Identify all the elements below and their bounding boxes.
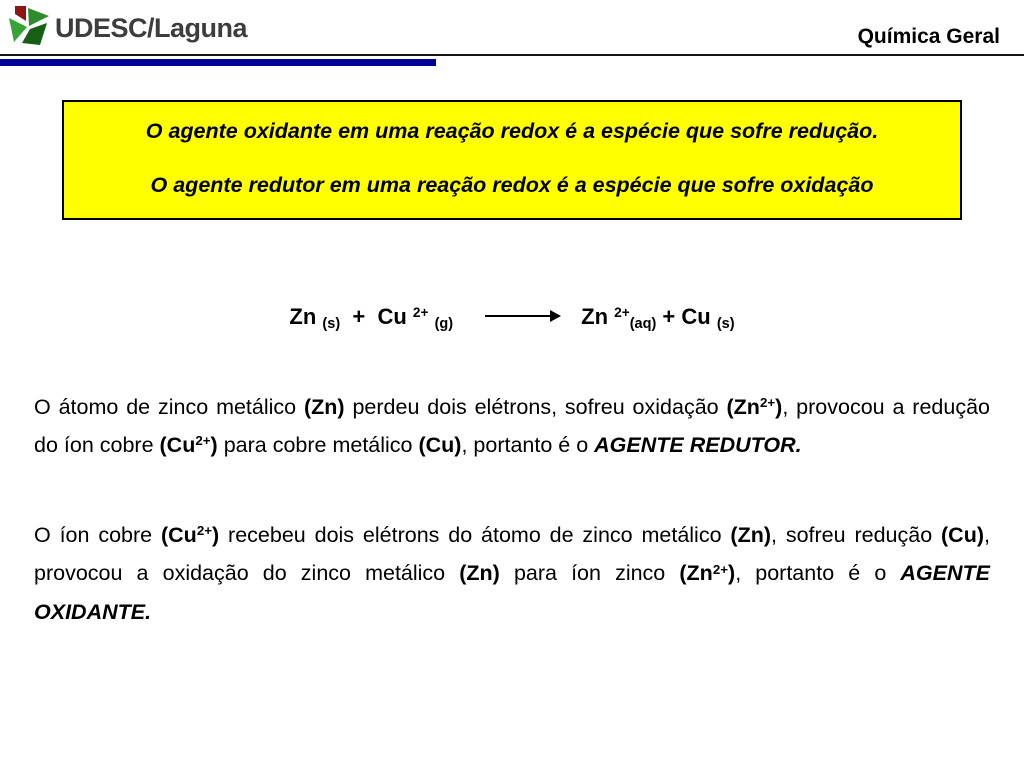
superscript: 2+ — [614, 304, 630, 320]
reaction-arrow-icon — [485, 315, 559, 317]
subscript: (g) — [434, 316, 454, 333]
superscript: 2+ — [712, 561, 729, 577]
text-segment: ) — [212, 523, 220, 548]
text-segment: Cu — [377, 303, 413, 329]
text-segment: ) — [210, 432, 218, 457]
text-segment: (Zn) — [459, 561, 500, 586]
text-segment: para íon zinco — [499, 561, 680, 586]
text-segment: perdeu dois elétrons, sofreu oxidação — [344, 394, 727, 419]
text-segment: ) — [728, 561, 736, 586]
chemical-equation — [0, 303, 1024, 333]
udesc-logo-icon — [6, 5, 52, 52]
superscript: 2+ — [196, 523, 213, 539]
definition-box — [62, 100, 962, 220]
brand — [6, 5, 247, 52]
text-segment: AGENTE REDUTOR. — [594, 432, 802, 457]
text-segment: , provocou a redução do íon cobre — [34, 394, 990, 457]
text-segment: (Cu — [160, 523, 197, 548]
header-divider-thin — [0, 54, 1024, 56]
text-segment: , provocou a oxidação do zinco metálico — [34, 523, 990, 586]
definition-line-redutor: O agente redutor em uma reação redox é a espécie que sofre oxidação — [150, 172, 874, 197]
text-segment: AGENTE OXIDANTE. — [34, 561, 990, 624]
text-segment: + — [340, 303, 378, 329]
text-segment — [428, 304, 434, 329]
superscript: 2+ — [412, 304, 429, 320]
header-divider-accent-bar — [0, 59, 436, 66]
text-segment: (Zn — [726, 394, 760, 419]
subscript: (aq) — [629, 316, 657, 333]
text-segment: O íon cobre — [34, 523, 161, 548]
slide-header — [0, 0, 1024, 54]
text-segment: , portanto é o — [461, 432, 595, 457]
subscript: (s) — [322, 316, 341, 333]
text-segment: , sofreu redução — [771, 523, 942, 548]
text-segment: + Cu — [656, 303, 717, 329]
text-segment: (Zn — [679, 561, 713, 586]
text-segment: (Cu — [159, 432, 196, 457]
paragraph-agente-redutor — [34, 388, 990, 465]
text-segment: para cobre metálico — [217, 432, 419, 457]
definition-line-oxidante: O agente oxidante em uma reação redox é a espécie que sofre redução. — [145, 119, 879, 143]
text-segment: O átomo de zinco metálico — [34, 394, 304, 419]
text-segment: ) — [775, 394, 783, 419]
paragraph-agente-oxidante — [34, 516, 990, 631]
text-segment: recebeu dois elétrons do átomo de zinco metálico — [219, 523, 731, 548]
text-segment: Zn — [581, 303, 615, 329]
superscript: 2+ — [195, 433, 211, 449]
superscript: 2+ — [759, 394, 776, 410]
subscript: (s) — [716, 316, 735, 333]
text-segment: , portanto é o — [735, 561, 901, 586]
text-segment: (Zn) — [304, 394, 345, 419]
institution-name: UDESC/Laguna — [55, 13, 248, 43]
text-segment: Zn — [289, 303, 323, 329]
course-title: Química Geral — [857, 25, 1000, 48]
text-segment: (Cu) — [418, 432, 462, 457]
text-segment: (Zn) — [730, 523, 771, 548]
text-segment: (Cu) — [941, 523, 984, 548]
